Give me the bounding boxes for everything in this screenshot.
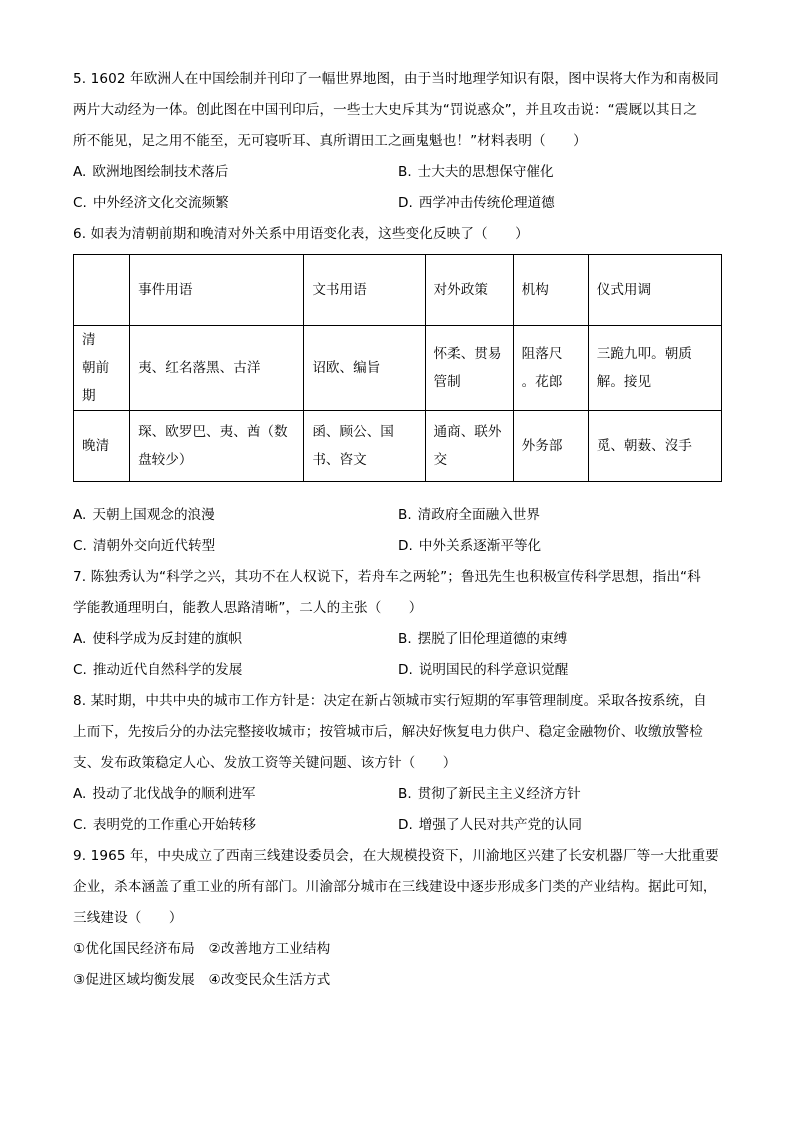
table-cell: 觅、朝薮、沒手 <box>588 411 721 482</box>
table-header-cell <box>74 255 130 326</box>
terminology-table <box>73 254 722 482</box>
option-text: 天朝上国观念的浪漫 <box>92 507 215 523</box>
question-8-line-3: 支、发布政策稳定人心、发放工资等关键问题、该方针（ ） <box>73 755 457 771</box>
question-9-line-1: 9. 1965 年，中央成立了西南三线建设委员会，在大规模投资下，川渝地区兴建了长安机器厂等一大批重要 <box>73 848 719 864</box>
question-5 <box>73 64 723 219</box>
question-8-line-2: 上而下，先按后分的办法完整接收城市；按管城市后，解决好恢复电力供户、稳定金融物价、收缴放警检 <box>73 724 703 740</box>
option-label: D. <box>398 662 413 678</box>
table-header-row <box>74 255 722 326</box>
table-header-cell: 仪式用调 <box>588 255 721 326</box>
question-6 <box>73 219 723 562</box>
question-9-line-3: 三线建设（ ） <box>73 910 183 926</box>
option-c[interactable] <box>73 188 398 219</box>
option-label: A. <box>73 164 87 180</box>
table-header-cell: 文书用语 <box>304 255 425 326</box>
option-label: C. <box>73 662 87 678</box>
question-8 <box>73 686 723 841</box>
table-cell: 三跪九叩。朝质解。接见 <box>588 326 721 411</box>
option-b[interactable] <box>398 779 723 810</box>
option-label: B. <box>398 164 412 180</box>
option-a[interactable] <box>73 500 398 531</box>
question-5-line-2: 两片大动经为一体。创此图在中国刊印后，一些士大史斥其为“罚说惑众”，并且攻击说：“震厩以其日之 <box>73 102 697 118</box>
question-6-line-1: 6. 如表为清朝前期和晚清对外关系中用语变化表，这些变化反映了（ ） <box>73 226 529 242</box>
option-text: 西学冲击传统伦理道德 <box>418 195 555 211</box>
table-header-cell: 事件用语 <box>130 255 304 326</box>
question-6-options <box>73 500 723 562</box>
option-a[interactable] <box>73 157 398 188</box>
option-label: D. <box>398 538 413 554</box>
table-cell: 通商、联外交 <box>425 411 513 482</box>
option-b[interactable] <box>398 500 723 531</box>
table-header-cell: 对外政策 <box>425 255 513 326</box>
option-c[interactable] <box>73 655 398 686</box>
question-9-line-2: 企业，杀本涵盖了重工业的所有部门。川渝部分城市在三线建设中逐步形成多门类的产业结构。据此可知， <box>73 879 717 895</box>
option-text: 推动近代自然科学的发展 <box>92 662 243 678</box>
option-d[interactable] <box>398 531 723 562</box>
option-label: B. <box>398 507 412 523</box>
question-5-options <box>73 157 723 219</box>
exam-page <box>73 64 723 996</box>
option-label: B. <box>398 786 412 802</box>
option-c[interactable] <box>73 810 398 841</box>
option-c[interactable] <box>73 531 398 562</box>
option-label: B. <box>398 631 412 647</box>
table-cell: 外务部 <box>513 411 588 482</box>
question-9 <box>73 841 723 996</box>
option-a[interactable] <box>73 624 398 655</box>
option-label: A. <box>73 786 87 802</box>
table-cell: 怀柔、贯易管制 <box>425 326 513 411</box>
option-text: 使科学成为反封建的旗帜 <box>92 631 242 647</box>
question-5-line-3: 所不能见，足之用不能至，无可寝听耳、真所谓田工之画鬼魁也！”材料表明（ ） <box>73 133 587 149</box>
option-label: C. <box>73 538 87 554</box>
question-9-item-line-2: ③促进区域均衡发展 ④改变民众生活方式 <box>73 972 331 988</box>
table-cell: 夷、红名落黑、古洋 <box>130 326 304 411</box>
table-cell: 函、顾公、国书、咨文 <box>304 411 425 482</box>
option-label: D. <box>398 817 413 833</box>
question-8-options <box>73 779 723 841</box>
option-text: 投动了北伐战争的顺利进军 <box>92 786 256 802</box>
table-cell: 阻落尺 。花郎 <box>513 326 588 411</box>
option-text: 中外经济文化交流频繁 <box>92 195 229 211</box>
option-text: 贯彻了新民主主义经济方针 <box>417 786 581 802</box>
option-label: D. <box>398 195 413 211</box>
option-label: A. <box>73 631 87 647</box>
table-row-period: 晚清 <box>74 411 130 482</box>
option-text: 中外关系逐渐平等化 <box>418 538 542 554</box>
option-d[interactable] <box>398 188 723 219</box>
table-cell: 琛、欧罗巴、夷、酋（数盘较少） <box>130 411 304 482</box>
option-text: 清朝外交向近代转型 <box>92 538 216 554</box>
option-text: 士大夫的思想保守催化 <box>417 164 554 180</box>
option-b[interactable] <box>398 624 723 655</box>
option-d[interactable] <box>398 810 723 841</box>
question-7 <box>73 562 723 686</box>
table-header-cell: 机构 <box>513 255 588 326</box>
question-5-line-1: 5. 1602 年欧洲人在中国绘制并刊印了一幅世界地图，由于当时地理学知识有限，图中误将大作为和南极同 <box>73 71 719 87</box>
question-8-line-1: 8. 某时期，中共中央的城市工作方针是：决定在新占领城市实行短期的军事管理制度。采取各按系统，自 <box>73 693 707 709</box>
option-text: 欧洲地图绘制技术落后 <box>92 164 229 180</box>
option-d[interactable] <box>398 655 723 686</box>
option-b[interactable] <box>398 157 723 188</box>
option-text: 清政府全面融入世界 <box>417 507 540 523</box>
option-label: A. <box>73 507 87 523</box>
option-text: 表明党的工作重心开始转移 <box>92 817 256 833</box>
question-7-line-1: 7. 陈独秀认为“科学之兴，其功不在人权说下，若舟车之两轮”；鲁迅先生也积极宣传科学思想，指出“科 <box>73 569 701 585</box>
question-7-line-2: 学能教通理明白，能教人思路清晰”，二人的主张（ ） <box>73 600 423 616</box>
option-text: 摆脱了旧伦理道德的束缚 <box>417 631 568 647</box>
table-cell: 诏欧、编旨 <box>304 326 425 411</box>
table-row-period: 清 朝前期 <box>74 326 130 411</box>
option-text: 说明国民的科学意识觉醒 <box>418 662 569 678</box>
table-row <box>74 326 722 411</box>
option-text: 增强了人民对共产党的认同 <box>418 817 582 833</box>
question-9-item-line-1: ①优化国民经济布局 ②改善地方工业结构 <box>73 941 331 957</box>
question-7-options <box>73 624 723 686</box>
table-row <box>74 411 722 482</box>
option-a[interactable] <box>73 779 398 810</box>
option-label: C. <box>73 195 87 211</box>
option-label: C. <box>73 817 87 833</box>
